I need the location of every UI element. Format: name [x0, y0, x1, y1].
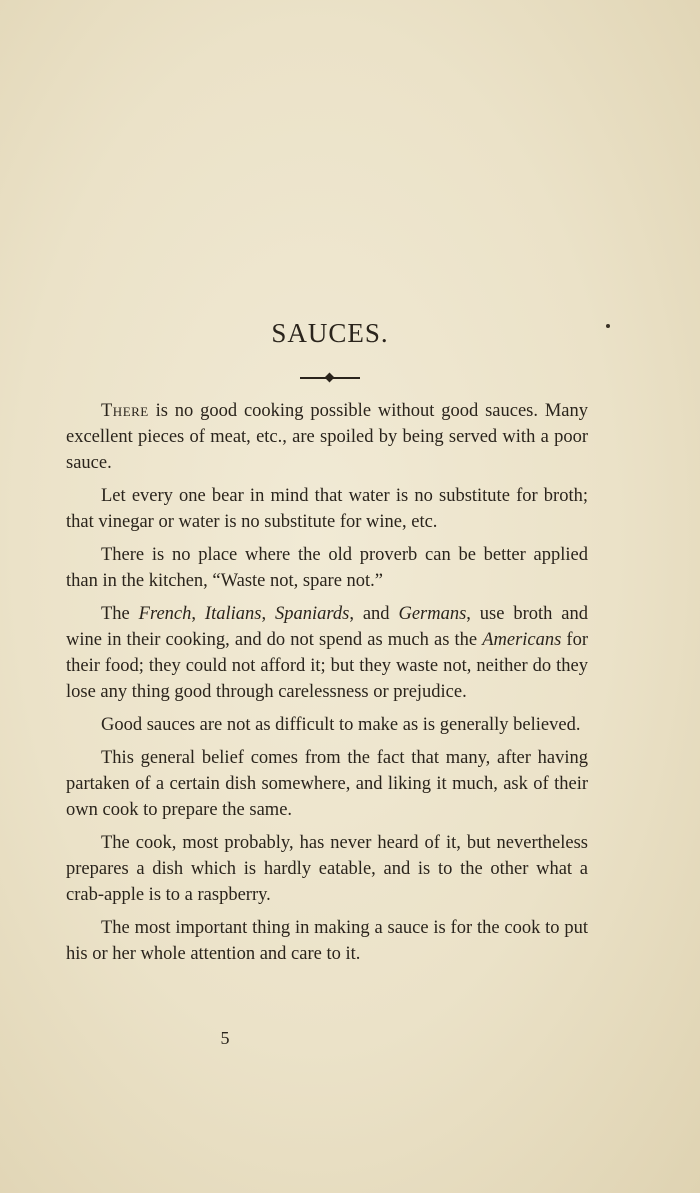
- paragraph-7: The cook, most probably, has never heard of it, but nevertheless prepares a dish which is hardly eatable, and is to the other what a crab-apple is to a raspberry.: [66, 833, 588, 905]
- body-text: [66, 398, 588, 974]
- paragraph-text: is no good cooking possible without good sauces. Many excellent pieces of meat, etc., are spoiled by being served with a poor sauce.: [66, 401, 588, 473]
- chapter-title: SAUCES.: [271, 318, 389, 348]
- paragraph-4: [66, 601, 588, 705]
- emphasis-germans: Germans: [398, 604, 467, 624]
- emphasis-french: French: [138, 604, 192, 624]
- paragraph-6: This general belief comes from the fact that many, after having partaken of a certain dish somewhere, and liking it much, ask of their own cook to prepare the same.: [66, 748, 588, 820]
- title-ornament-diamond: [325, 373, 335, 383]
- emphasis-spaniards: Spaniards: [274, 604, 350, 624]
- emphasis-italians: Italians: [204, 604, 262, 624]
- paragraph-lead-word: There: [101, 401, 149, 421]
- paragraph-text: ,: [191, 604, 205, 624]
- paragraph-text: , and: [349, 604, 399, 624]
- paragraph-text: ,: [261, 604, 275, 624]
- paragraph-5: Good sauces are not as difficult to make as is generally believed.: [101, 715, 581, 735]
- paragraph-3: There is no place where the old proverb can be better applied than in the kitchen, “Waste not, spare not.”: [66, 545, 588, 591]
- paragraph-1: [66, 398, 588, 476]
- emphasis-americans: Americans: [482, 630, 562, 650]
- paragraph-8: The most important thing in making a sauce is for the cook to put his or her whole attention and care to it.: [66, 918, 588, 964]
- paragraph-2: Let every one bear in mind that water is no substitute for broth; that vinegar or water is no substitute for wine, etc.: [66, 486, 588, 532]
- paragraph-text: , use broth and wine in their cooking, and do not spend as much as the: [66, 604, 589, 650]
- paragraph-text: for their food; they could not afford it; but they waste not, neither do they lose any thing good through carelessness or prejudice.: [66, 630, 588, 702]
- page-number: 5: [220, 1028, 230, 1048]
- paragraph-text: The: [101, 604, 139, 624]
